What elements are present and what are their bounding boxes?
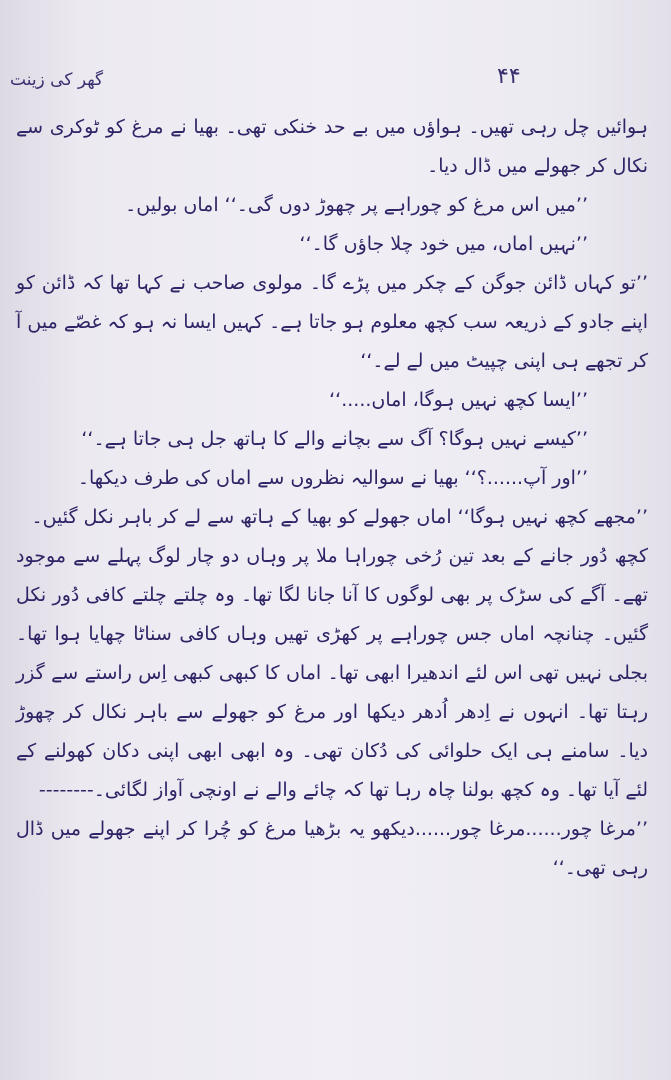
story-text [16,108,648,888]
paragraph-3: ’’نہیں اماں، میں خود چلا جاؤں گا۔‘‘ [299,233,588,255]
paragraph-9: کچھ دُور جانے کے بعد تین رُخی چوراہا ملا پر وہاں دو چار لوگ پہلے سے موجود تھے۔ آگے کی سڑک پر بھی لوگوں کا آنا جانا لگا تھا۔ وہ چلتے چلتے کافی دُور نکل گئیں۔ چنانچہ اماں جس چوراہے پر کھڑی تھیں وہاں کافی سناٹا چھایا ہوا تھا۔ بجلی نہیں تھی اس لئے اندھیرا ابھی تھا۔ اماں کا کبھی کبھی اِس راستے سے گزر رہتا تھا۔ انہوں نے اِدھر اُدھر دیکھا اور مرغ کو جھولے سے باہر نکال کر چھوڑ دیا۔ سامنے ہی ایک حلوائی کی دُکان تھی۔ وہ ابھی ابھی اپنی دکان کھولنے کے لئے آیا تھا۔ وہ کچھ بولنا چاہ رہا تھا کہ چائے والے نے اونچی آواز لگائی۔-------- [16,545,648,801]
paragraph-6: ’’کیسے نہیں ہوگا؟ آگ سے بچانے والے کا ہاتھ جل ہی جاتا ہے۔‘‘ [81,428,588,450]
paragraph-8: ’’مجھے کچھ نہیں ہوگا‘‘ اماں جھولے کو بھیا کے ہاتھ سے لے کر باہر نکل گئیں۔ [31,506,648,528]
paragraph-7: ’’اور آپ......؟‘‘ بھیا نے سوالیہ نظروں سے اماں کی طرف دیکھا۔ [77,467,588,489]
paragraph-5: ’’ایسا کچھ نہیں ہوگا، اماں.....‘‘ [329,389,588,411]
paragraph-1: ہوائیں چل رہی تھیں۔ ہواؤں میں بے حد خنکی تھی۔ بھیا نے مرغ کو ٹوکری سے نکال کر جھولے میں ڈال دیا۔ [16,116,648,177]
paragraph-4: ’’تو کہاں ڈائن جوگن کے چکر میں پڑے گا۔ مولوی صاحب نے کہا تھا کہ ڈائن کو اپنے جادو کے ذریعہ سب کچھ معلوم ہو جاتا ہے۔ کہیں ایسا نہ ہو کہ غصّے میں آ کر تجھے ہی اپنی چپیٹ میں لے لے۔‘‘ [16,272,648,372]
paragraph-2: ’’میں اس مرغ کو چوراہے پر چھوڑ دوں گی۔‘‘ اماں بولیں۔ [125,194,588,216]
paragraph-10: ’’مرغا چور......مرغا چور......دیکھو یہ بڑھیا مرغ کو چُرا کر اپنے جھولے میں ڈال رہی تھی۔‘‘ [16,818,648,879]
running-title: گھر کی زینت [10,70,104,90]
page-number: ۴۴ [497,64,521,89]
